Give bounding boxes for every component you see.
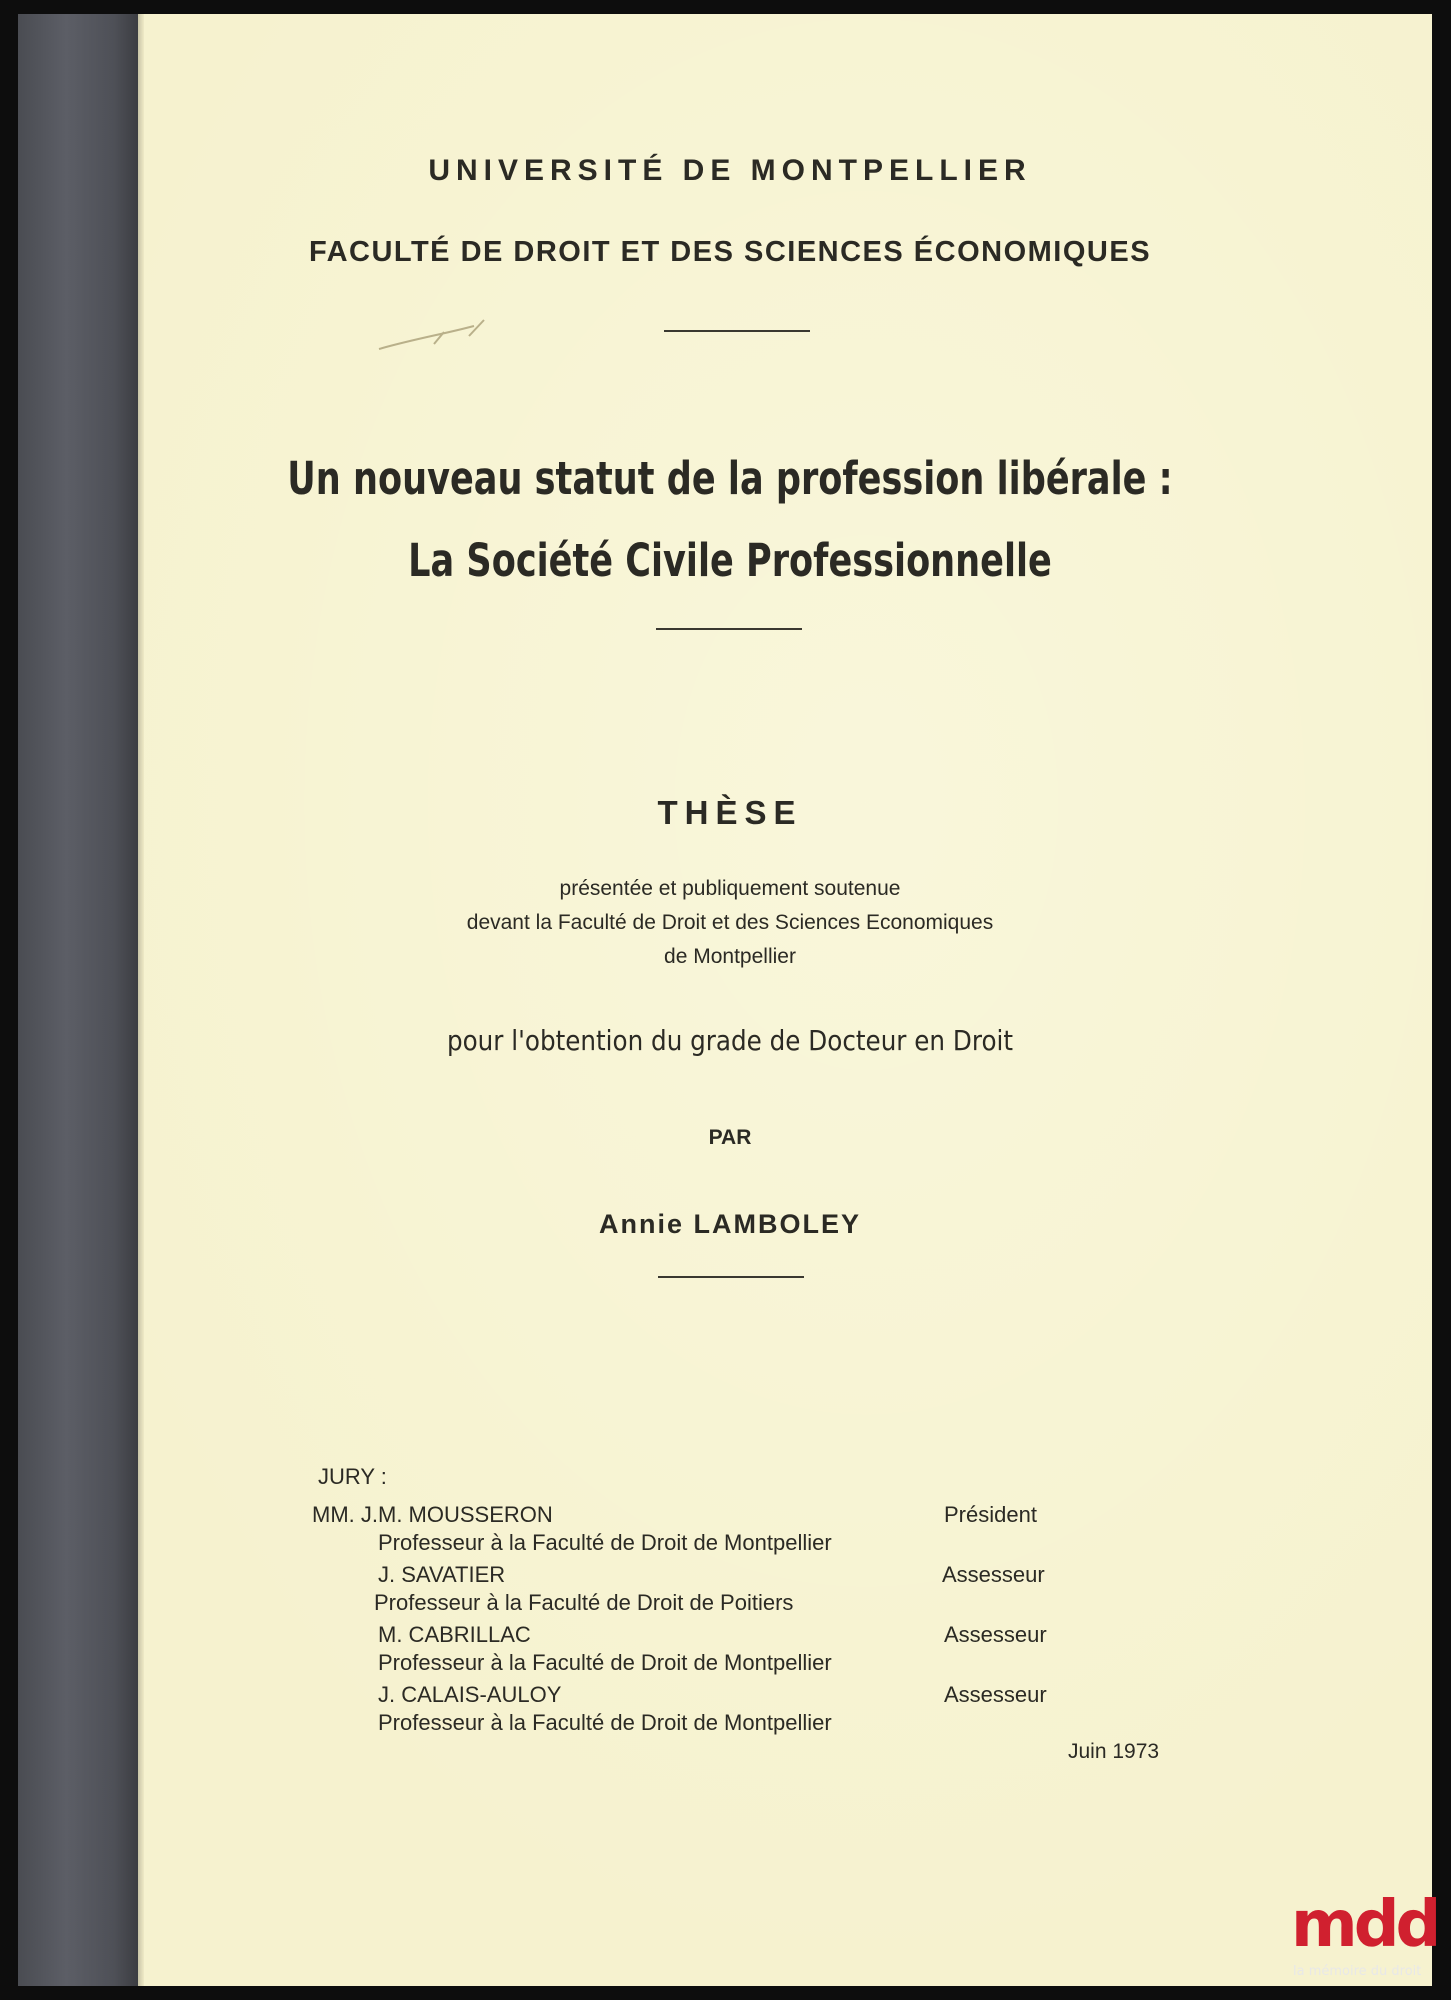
divider <box>656 628 802 630</box>
thesis-cover <box>18 14 1432 1986</box>
pencil-mark <box>374 314 534 354</box>
cover-page <box>144 14 1432 1986</box>
presentation-line: présentée et publiquement soutenue <box>559 877 901 900</box>
jury-member-name: M. CABRILLAC <box>378 1622 531 1647</box>
presentation-line: de Montpellier <box>664 945 796 968</box>
jury-member-affiliation: Professeur à la Faculté de Droit de Montpellier <box>378 1710 832 1735</box>
par-label: PAR <box>708 1126 752 1149</box>
thesis-date: Juin 1973 <box>1068 1740 1160 1763</box>
jury-member-affiliation: Professeur à la Faculté de Droit de Poitiers <box>374 1590 794 1615</box>
presentation-line: devant la Faculté de Droit et des Sciences Economiques <box>466 911 994 934</box>
jury-member-role: Assesseur <box>944 1682 1047 1707</box>
jury-member-affiliation: Professeur à la Faculté de Droit de Montpellier <box>378 1530 832 1555</box>
jury-label: JURY : <box>318 1464 387 1489</box>
faculty-name: FACULTÉ DE DROIT ET DES SCIENCES ÉCONOMIQUES <box>308 236 1152 268</box>
university-name: UNIVERSITÉ DE MONTPELLIER <box>428 154 1032 187</box>
jury-list <box>312 1502 1212 1762</box>
book-spine <box>18 14 138 1986</box>
jury-member-name: MM. J.M. MOUSSERON <box>312 1502 553 1527</box>
author-name: Annie LAMBOLEY <box>599 1209 861 1239</box>
divider <box>664 330 810 332</box>
logo-mark: mdd <box>1291 1888 1438 1962</box>
jury-member-affiliation: Professeur à la Faculté de Droit de Montpellier <box>378 1650 832 1675</box>
divider <box>658 1276 804 1278</box>
jury-member-name: J. SAVATIER <box>378 1562 506 1587</box>
thesis-title-line1: Un nouveau statut de la profession libérale : <box>287 452 1173 505</box>
degree-line: pour l'obtention du grade de Docteur en Droit <box>446 1024 1014 1057</box>
thesis-label: THÈSE <box>657 794 803 831</box>
logo-caption: la mémoire du droit <box>1293 1964 1422 1979</box>
thesis-title-line2: La Société Civile Professionnelle <box>408 534 1052 587</box>
jury-member-role: Assesseur <box>942 1562 1045 1587</box>
jury-member-role: Assesseur <box>944 1622 1047 1647</box>
jury-member-name: J. CALAIS-AULOY <box>378 1682 562 1707</box>
mdd-logo <box>1291 1888 1438 1988</box>
jury-member-role: Président <box>944 1502 1037 1527</box>
